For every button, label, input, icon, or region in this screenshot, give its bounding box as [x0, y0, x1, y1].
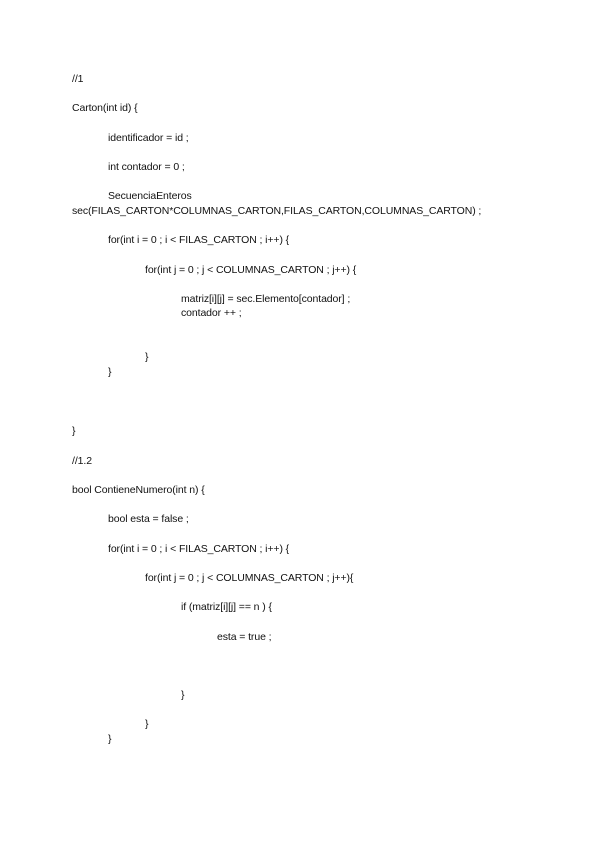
- closing-brace: }: [108, 366, 112, 378]
- closing-brace: }: [145, 718, 149, 730]
- code-line: sec(FILAS_CARTON*COLUMNAS_CARTON,FILAS_CARTON,COLUMNAS_CARTON) ;: [72, 205, 482, 217]
- function-signature: bool ContieneNumero(int n) {: [72, 484, 205, 496]
- closing-brace: }: [72, 425, 76, 437]
- code-line: identificador = id ;: [108, 132, 189, 144]
- code-line: for(int j = 0 ; j < COLUMNAS_CARTON ; j++){: [145, 572, 354, 584]
- closing-brace: }: [145, 351, 149, 363]
- code-line: contador ++ ;: [181, 307, 242, 319]
- code-line: bool esta = false ;: [108, 513, 189, 525]
- comment-line: //1.2: [72, 455, 92, 467]
- closing-brace: }: [108, 733, 112, 745]
- code-line: for(int i = 0 ; i < FILAS_CARTON ; i++) {: [108, 543, 290, 555]
- constructor-signature: Carton(int id) {: [72, 102, 138, 114]
- code-line: for(int j = 0 ; j < COLUMNAS_CARTON ; j++) {: [145, 264, 357, 276]
- code-line: int contador = 0 ;: [108, 161, 185, 173]
- code-line: if (matriz[i][j] == n ) {: [181, 601, 272, 613]
- code-line: SecuenciaEnteros: [108, 190, 192, 202]
- code-line: for(int i = 0 ; i < FILAS_CARTON ; i++) {: [108, 234, 290, 246]
- closing-brace: }: [181, 689, 185, 701]
- code-line: matriz[i][j] = sec.Elemento[contador] ;: [181, 293, 351, 305]
- comment-line: //1: [72, 73, 84, 85]
- code-line: esta = true ;: [217, 631, 272, 643]
